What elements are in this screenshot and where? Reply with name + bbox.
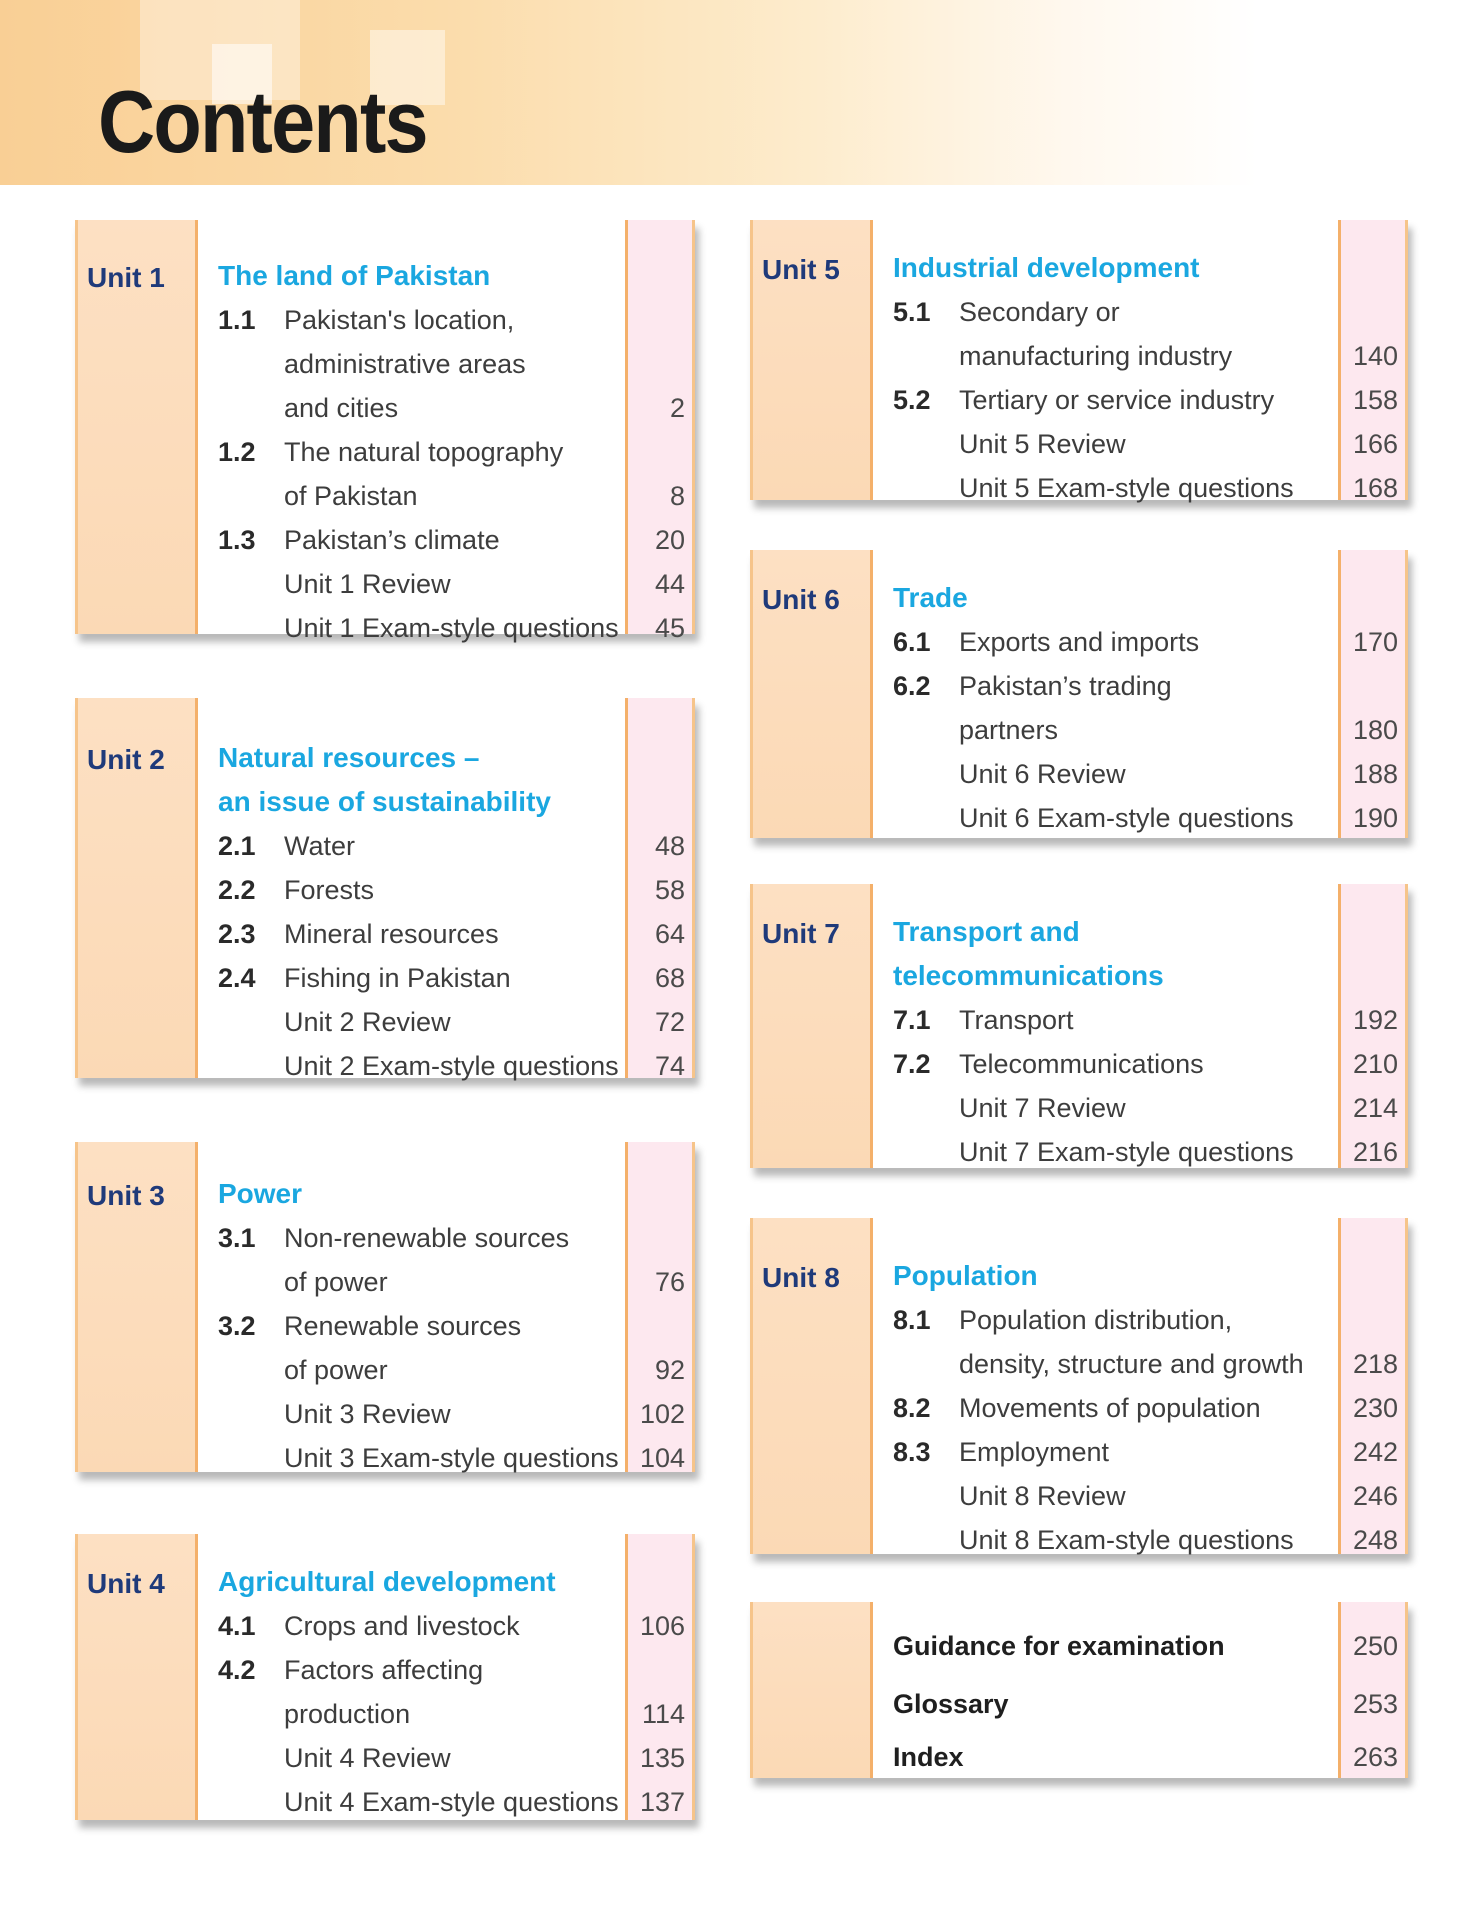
page-number: 45 [654,613,685,643]
toc-row [893,796,1408,840]
toc-row [218,386,695,430]
section-number: 4.1 [218,1611,256,1641]
section-title: Factors affecting [284,1655,484,1685]
section-number: 3.1 [218,1223,256,1253]
section-title: Unit 7 Exam-style questions [959,1137,1294,1167]
section-title: Unit 4 Review [284,1743,451,1773]
unit-title: The land of Pakistan [218,260,491,291]
unit-title: Transport and [893,916,1080,947]
toc-row [218,342,695,386]
toc-row [218,1736,695,1780]
toc-row [893,1298,1408,1342]
page-number: 216 [1352,1137,1398,1167]
page-number: 58 [654,875,685,905]
section-title: Mineral resources [284,919,499,949]
toc-row [893,1130,1408,1174]
page-number: 44 [654,569,685,599]
section-number: 8.2 [893,1393,931,1423]
unit-title: an issue of sustainability [218,786,551,817]
section-number: 6.1 [893,627,931,657]
unit-box-4 [75,1534,695,1820]
section-title: administrative areas [284,349,526,379]
section-title: of Pakistan [284,481,418,511]
section-title: Tertiary or service industry [959,385,1275,415]
toc-row [893,664,1408,708]
toc-row [893,290,1408,334]
page-number: 137 [639,1787,685,1817]
page-number: 263 [1352,1742,1398,1772]
section-title: production [284,1699,411,1729]
extra-entry [893,1624,1408,1668]
page-number: 230 [1352,1393,1398,1423]
unit-title: Natural resources – [218,742,480,773]
section-title: Unit 3 Review [284,1399,451,1429]
section-title: Transport [959,1005,1074,1035]
section-number: 3.2 [218,1311,256,1341]
section-title: Movements of population [959,1393,1261,1423]
extras-box [750,1602,1408,1778]
section-number: 4.2 [218,1655,256,1685]
unit-box-1 [75,220,695,643]
page-number: 20 [654,525,685,555]
section-title: density, structure and growth [959,1349,1304,1379]
page-number: 48 [654,831,685,861]
page-number: 188 [1352,759,1398,789]
page-number: 64 [654,919,685,949]
section-title: Unit 2 Exam-style questions [284,1051,619,1081]
section-number: 2.2 [218,875,256,905]
unit-box-6 [750,550,1408,838]
page-number: 74 [654,1051,685,1081]
page-title: Contents [98,72,427,171]
toc-row [218,1260,695,1304]
section-title: Fishing in Pakistan [284,963,511,993]
unit-title: telecommunications [893,960,1164,991]
toc-row [218,912,695,956]
toc-row [218,1216,695,1260]
toc-row [218,606,695,650]
unit-title: Industrial development [893,252,1200,283]
toc-row [218,1044,695,1088]
page-number: 214 [1352,1093,1398,1123]
toc-row [893,334,1408,378]
toc-row [218,474,695,518]
section-title: manufacturing industry [959,341,1233,371]
unit-box-5 [750,220,1408,503]
section-number: 1.3 [218,525,256,555]
page-number: 192 [1352,1005,1398,1035]
page-number: 76 [654,1267,685,1297]
unit-title: Power [218,1178,303,1209]
toc-row [218,430,695,474]
toc-row [218,1000,695,1044]
unit-title: Population [893,1260,1038,1291]
section-title: Water [284,831,356,861]
page-number: 158 [1352,385,1398,415]
section-title: Exports and imports [959,627,1200,657]
section-title: Forests [284,875,375,905]
extra-title: Guidance for examination [893,1631,1225,1661]
header-banner [0,0,1480,185]
section-number: 8.1 [893,1305,931,1335]
unit-number-label: Unit 3 [87,1180,165,1211]
page-number: 242 [1352,1437,1398,1467]
blank-label-column [750,1602,870,1778]
toc-row [218,956,695,1000]
page-number: 92 [654,1355,685,1385]
section-title: Unit 6 Exam-style questions [959,803,1294,833]
page-number: 210 [1352,1049,1398,1079]
section-title: Renewable sources [284,1311,522,1341]
section-title: Unit 5 Review [959,429,1126,459]
section-title: Pakistan’s climate [284,525,500,555]
page-number: 2 [669,393,685,423]
section-title: Unit 6 Review [959,759,1126,789]
unit-number-label: Unit 8 [762,1262,840,1293]
page-number: 180 [1352,715,1398,745]
toc-row [893,422,1408,466]
section-title: of power [284,1267,388,1297]
section-number: 7.1 [893,1005,931,1035]
unit-number-label: Unit 4 [87,1568,165,1599]
toc-row [218,868,695,912]
section-number: 5.2 [893,385,931,415]
unit-title: Agricultural development [218,1566,556,1597]
toc-row [218,562,695,606]
section-title: Population distribution, [959,1305,1233,1335]
toc-row [893,1042,1408,1086]
unit-box-8 [750,1218,1408,1554]
toc-row [893,1474,1408,1518]
toc-row [893,1430,1408,1474]
toc-row [218,824,695,868]
section-title: Pakistan's location, [284,305,515,335]
section-number: 2.4 [218,963,256,993]
toc-row [893,752,1408,796]
section-title: and cities [284,393,399,423]
section-title: Pakistan’s trading [959,671,1172,701]
unit-number-label: Unit 2 [87,744,165,775]
section-title: Unit 5 Exam-style questions [959,473,1294,503]
extra-title: Glossary [893,1689,1009,1719]
unit-number-label: Unit 1 [87,262,165,293]
unit-number-label: Unit 6 [762,584,840,615]
toc-row [218,1604,695,1648]
page-number: 114 [641,1699,685,1729]
toc-row [893,1342,1408,1386]
toc-row [893,466,1408,510]
section-title: partners [959,715,1059,745]
section-title: Unit 4 Exam-style questions [284,1787,619,1817]
toc-row [218,1648,695,1692]
section-number: 8.3 [893,1437,931,1467]
toc-row [893,1518,1408,1562]
section-number: 6.2 [893,671,931,701]
page-number: 218 [1352,1349,1398,1379]
page-number: 72 [654,1007,685,1037]
section-title: Unit 3 Exam-style questions [284,1443,619,1473]
page-number: 8 [669,481,685,511]
page-number: 140 [1352,341,1398,371]
page-number: 168 [1352,473,1398,503]
section-title: Unit 1 Exam-style questions [284,613,619,643]
section-title: Crops and livestock [284,1611,520,1641]
toc-row [893,708,1408,752]
section-title: Unit 8 Exam-style questions [959,1525,1294,1555]
unit-box-3 [75,1142,695,1472]
toc-row [218,518,695,562]
page-number: 253 [1352,1689,1398,1719]
page-number: 248 [1352,1525,1398,1555]
page-number: 190 [1352,803,1398,833]
unit-number-label: Unit 7 [762,918,840,949]
section-title: Non-renewable sources [284,1223,570,1253]
section-title: Unit 7 Review [959,1093,1126,1123]
section-number: 5.1 [893,297,931,327]
section-title: Employment [959,1437,1110,1467]
toc-row [218,298,695,342]
section-title: of power [284,1355,388,1385]
extra-entry [893,1735,1408,1779]
section-number: 2.3 [218,919,256,949]
page-number: 170 [1352,627,1398,657]
section-title: The natural topography [284,437,564,467]
section-number: 1.1 [218,305,256,335]
toc-row [218,1304,695,1348]
toc-row [218,1692,695,1736]
unit-title: Trade [893,582,968,613]
section-title: Unit 1 Review [284,569,451,599]
toc-row [218,1348,695,1392]
page-number: 68 [654,963,685,993]
toc-row [893,378,1408,422]
unit-box-7 [750,884,1408,1168]
toc-row [893,1086,1408,1130]
toc-row [893,1386,1408,1430]
page-number: 104 [639,1443,685,1473]
section-number: 2.1 [218,831,256,861]
unit-box-2 [75,698,695,1081]
page-number: 135 [639,1743,685,1773]
section-title: Unit 2 Review [284,1007,451,1037]
unit-number-label: Unit 5 [762,254,840,285]
page-number: 250 [1352,1631,1398,1661]
page-number: 246 [1352,1481,1398,1511]
extra-entry [893,1682,1408,1726]
section-title: Telecommunications [959,1049,1204,1079]
page-number: 166 [1352,429,1398,459]
section-number: 1.2 [218,437,256,467]
toc-row [218,1392,695,1436]
toc-row [893,998,1408,1042]
section-title: Unit 8 Review [959,1481,1126,1511]
page-number: 106 [639,1611,685,1641]
section-number: 7.2 [893,1049,931,1079]
toc-row [893,620,1408,664]
page-number: 102 [639,1399,685,1429]
extra-title: Index [893,1742,964,1772]
toc-row [218,1780,695,1824]
section-title: Secondary or [959,297,1120,327]
toc-row [218,1436,695,1480]
